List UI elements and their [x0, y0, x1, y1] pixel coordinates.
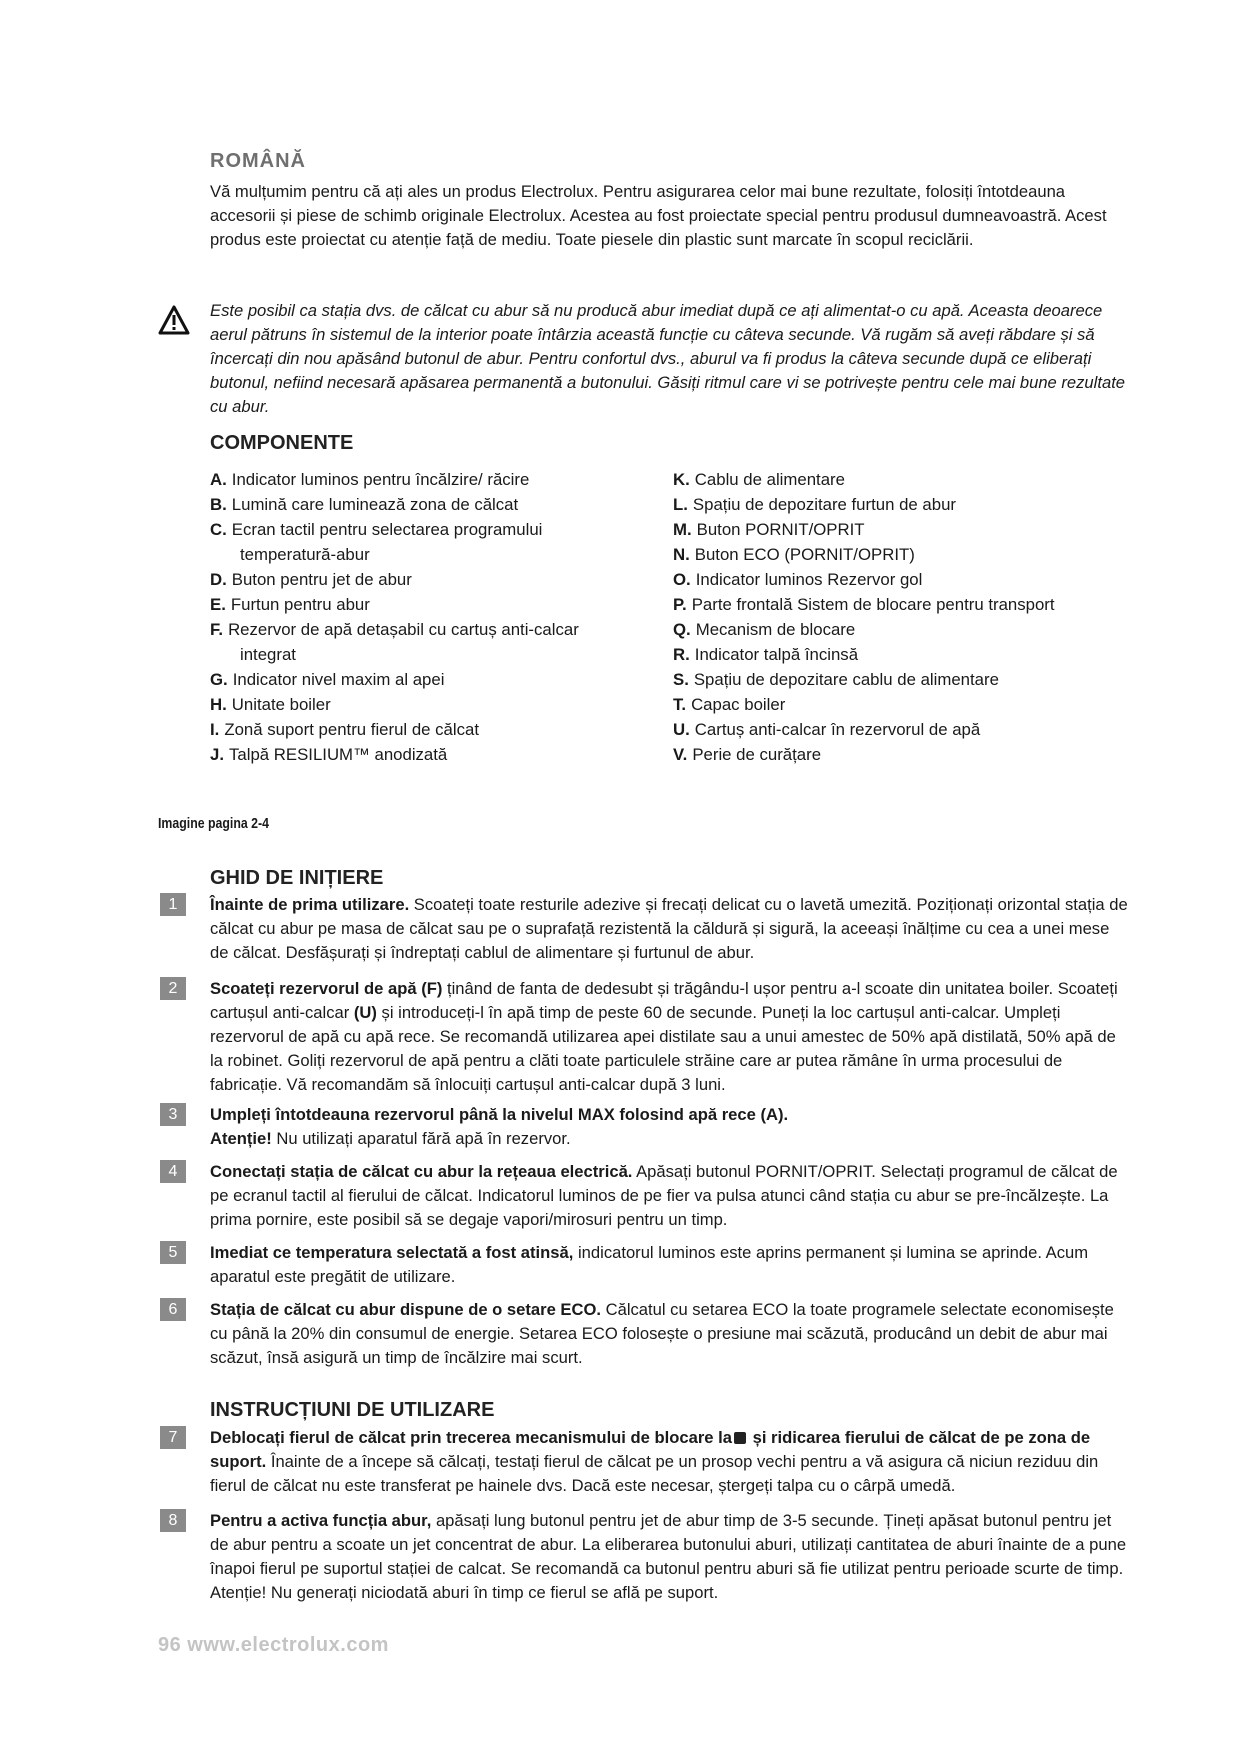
component-item — [210, 667, 630, 692]
step-number-badge: 6 — [160, 1298, 186, 1321]
step-text — [210, 1298, 1130, 1370]
component-label: Indicator luminos Rezervor gol — [695, 570, 923, 589]
component-letter: F. — [210, 620, 224, 639]
step-text — [210, 1241, 1130, 1289]
warning-triangle-icon — [158, 305, 190, 335]
components-heading: COMPONENTE — [210, 432, 354, 454]
step-body: ținând de fanta de dedesubt și trăgându-l ușor pentru a-l scoate din unitatea boiler. Scoateți cartușul anti-calcar — [210, 979, 1118, 1022]
component-label: Spațiu de depozitare furtun de abur — [692, 495, 957, 514]
step-body: apăsați lung butonul pentru jet de abur timp de 3-5 secunde. Țineți apăsat butonul pentru jet de abur pentru a scoate un jet concentrat de abur. La eliberarea butonului aburi, utilizați cantitatea de aburi înainte de a pune înapoi fierul pe suportul stației de calcat. Se recomandă ca butonul pentru aburi să fie utilizat pentru perioade scurte de timp. Atenție! Nu generați niciodată aburi în timp ce fierul se află pe suport. — [210, 1511, 1127, 1602]
step-text — [210, 1160, 1130, 1232]
step-body: indicatorul luminos este aprins permanent și lumina se aprinde. Acum aparatul este pregătit de utilizare. — [210, 1243, 1089, 1286]
component-label: Indicator talpă încinsă — [694, 645, 859, 664]
step-number-badge: 5 — [160, 1241, 186, 1264]
step-body: Scoateți toate resturile adezive și frecați delicat cu o lavetă umezită. Poziționați orizontal stația de călcat cu abur pe masa de călcat sau pe o suprafață rezistentă la căldură și sigură, la aceeași înălțime cu cea a unei mese de călcat. Desfășurați și îndreptați cablul de alimentare și furtunul de abur. — [210, 895, 1128, 962]
step-body: Apăsați butonul PORNIT/OPRIT. Selectați programul de călcat de pe ecranul tactil al fierului de călcat. Indicatorul luminos de pe fier va pulsa atunci când stația cu abur se pre-încălzește. La prima pornire, este posibil să se degaje vapori/mirosuri pentru un timp. — [210, 1162, 1118, 1229]
warning-text: Este posibil ca stația dvs. de călcat cu abur să nu producă abur imediat după ce ați alimentat-o cu apă. Aceasta deoarece aerul pătruns în sistemul de la interior poate întârzia această funcție cu câteva secunde. Vă rugăm să aveți răbdare și să încercați din nou apăsând butonul de abur. Pentru confortul dvs., aburul va fi produs la câteva secunde după ce eliberați butonul, nefiind necesară apăsarea permanentă a butonului. Găsiți ritmul care vi se potrivește pentru cele mai bune rezultate cu abur. — [210, 301, 1126, 416]
component-label: Unitate boiler — [231, 695, 331, 714]
component-letter: E. — [210, 595, 226, 614]
component-item — [673, 642, 1133, 667]
component-label: Lumină care luminează zona de călcat — [231, 495, 519, 514]
components-list-right — [673, 467, 1133, 767]
component-item — [210, 717, 630, 742]
component-label: Buton ECO (PORNIT/OPRIT) — [694, 545, 915, 564]
step-body: Înainte de a începe să călcați, testați fierul de călcat pe un prosop vechi pentru a vă asigura că niciun reziduu din fierul de călcat nu este transferat pe hainele dvs. Dacă este necesar, ștergeți talpa cu o cârpă umedă. — [210, 1452, 1099, 1495]
component-label: Buton PORNIT/OPRIT — [696, 520, 865, 539]
component-letter: S. — [673, 670, 689, 689]
component-letter: L. — [673, 495, 688, 514]
step-text — [210, 977, 1130, 1097]
component-letter: U. — [673, 720, 690, 739]
unlock-icon — [734, 1432, 746, 1444]
component-item — [210, 592, 630, 617]
step-bold-lead: Imediat ce temperatura selectată a fost atinsă, — [210, 1243, 574, 1262]
component-item — [210, 567, 630, 592]
component-item — [673, 742, 1133, 767]
step-number-badge: 3 — [160, 1103, 186, 1126]
component-letter: O. — [673, 570, 691, 589]
component-label: Zonă suport pentru fierul de călcat — [224, 720, 479, 739]
step-bold-lead: Pentru a activa funcția abur, — [210, 1511, 432, 1530]
step-bold-lead: Scoateți rezervorul de apă (F) — [210, 979, 443, 998]
component-letter: B. — [210, 495, 227, 514]
component-item — [210, 742, 630, 767]
component-item — [673, 617, 1133, 642]
component-item — [210, 467, 630, 492]
component-label: Mecanism de blocare — [695, 620, 856, 639]
component-letter: C. — [210, 520, 227, 539]
component-letter: G. — [210, 670, 228, 689]
step-number-badge: 8 — [160, 1509, 186, 1532]
component-label: Talpă RESILIUM™ anodizată — [229, 745, 448, 764]
component-letter: R. — [673, 645, 690, 664]
component-label: Ecran tactil pentru selectarea programului temperatură-abur — [231, 520, 543, 564]
component-item — [210, 492, 630, 517]
usage-heading: INSTRUCȚIUNI DE UTILIZARE — [210, 1399, 495, 1421]
page-footer: 96 www.electrolux.com — [158, 1634, 389, 1656]
component-item — [673, 492, 1133, 517]
step-bold-lead: Umpleți întotdeauna rezervorul până la nivelul MAX folosind apă rece (A). — [210, 1105, 789, 1124]
component-item — [210, 517, 630, 567]
component-item — [673, 592, 1133, 617]
step-text — [210, 1426, 1130, 1498]
component-item — [673, 692, 1133, 717]
step-number-badge: 1 — [160, 893, 186, 916]
component-letter: T. — [673, 695, 687, 714]
step-bold-inline: (U) — [353, 1003, 377, 1022]
step-number-badge: 2 — [160, 977, 186, 1000]
step-body-cont: și introduceți-l în apă timp de peste 60 de secunde. Puneți la loc cartușul anti-calcar. Umpleți rezervorul de apă cu apă rece. Se recomandă utilizarea apei distilate sau a unui amestec de 50% apă distilată, 50% apă de la robinet. Goliți rezervorul de apă pentru a clăti toate particulele străine care ar putea rămâne în urma procesului de fabricație. Vă recomandăm să înlocuiți cartușul anti-calcar după 3 luni. — [210, 1003, 1116, 1094]
step-bold-lead: Înainte de prima utilizare. — [210, 895, 410, 914]
step-text — [210, 1103, 1130, 1151]
step-body: Călcatul cu setarea ECO la toate programele selectate economisește cu până la 20% din consumul de energie. Setarea ECO folosește o presiune mai scăzută, producând un debit de abur mai scăzut, însă asigură un timp de încălzire mai scurt. — [210, 1300, 1114, 1367]
component-label: Spațiu de depozitare cablu de alimentare — [693, 670, 999, 689]
step-bold-lead: Deblocați fierul de călcat prin trecerea mecanismului de blocare la — [210, 1428, 732, 1447]
component-label: Furtun pentru abur — [230, 595, 370, 614]
component-label: Cartuș anti-calcar în rezervorul de apă — [694, 720, 981, 739]
component-label: Indicator nivel maxim al apei — [232, 670, 445, 689]
component-letter: K. — [673, 470, 690, 489]
component-letter: M. — [673, 520, 692, 539]
components-list-left — [210, 467, 630, 767]
component-label: Perie de curățare — [692, 745, 822, 764]
component-item — [673, 567, 1133, 592]
language-title: ROMÂNĂ — [210, 150, 306, 172]
component-letter: A. — [210, 470, 227, 489]
component-item — [673, 667, 1133, 692]
step-text — [210, 1509, 1130, 1605]
component-label: Cablu de alimentare — [694, 470, 845, 489]
component-item — [673, 717, 1133, 742]
component-letter: H. — [210, 695, 227, 714]
step-bold-lead-cont: și ridicarea fierului de călcat de pe zona de suport. — [210, 1428, 1091, 1471]
step-number-badge: 4 — [160, 1160, 186, 1183]
step-body-cont: Nu utilizați aparatul fără apă în rezervor. — [271, 1129, 571, 1148]
component-label: Buton pentru jet de abur — [231, 570, 412, 589]
step-bold-lead: Conectați stația de călcat cu abur la rețeaua electrică. — [210, 1162, 633, 1181]
component-letter: J. — [210, 745, 224, 764]
component-item — [673, 467, 1133, 492]
getting-started-heading: GHID DE INIȚIERE — [210, 867, 384, 889]
component-letter: I. — [210, 720, 220, 739]
component-letter: Q. — [673, 620, 691, 639]
step-bold-lead: Stația de călcat cu abur dispune de o setare ECO. — [210, 1300, 601, 1319]
component-item — [210, 617, 630, 667]
component-label: Rezervor de apă detașabil cu cartuș anti-calcar integrat — [228, 620, 579, 664]
component-letter: D. — [210, 570, 227, 589]
step-bold-inline: Atenție! — [210, 1129, 272, 1148]
component-item — [673, 542, 1133, 567]
step-text — [210, 893, 1130, 965]
step-number-badge: 7 — [160, 1426, 186, 1449]
intro-paragraph: Vă mulțumim pentru că ați ales un produs Electrolux. Pentru asigurarea celor mai bune rezultate, folosiți întotdeauna accesorii și piese de schimb originale Electrolux. Acestea au fost proiectate special pentru produsul dumneavoastră. Acest produs este proiectat cu atenție față de mediu. Toate piesele din plastic sunt marcate în scopul reciclării. — [210, 182, 1107, 249]
component-letter: V. — [673, 745, 688, 764]
component-label: Parte frontală Sistem de blocare pentru transport — [691, 595, 1055, 614]
component-item — [673, 517, 1133, 542]
component-letter: N. — [673, 545, 690, 564]
component-letter: P. — [673, 595, 687, 614]
component-item — [210, 692, 630, 717]
component-label: Indicator luminos pentru încălzire/ răcire — [231, 470, 530, 489]
figure-reference: Imagine pagina 2-4 — [158, 816, 269, 832]
component-label: Capac boiler — [691, 695, 786, 714]
